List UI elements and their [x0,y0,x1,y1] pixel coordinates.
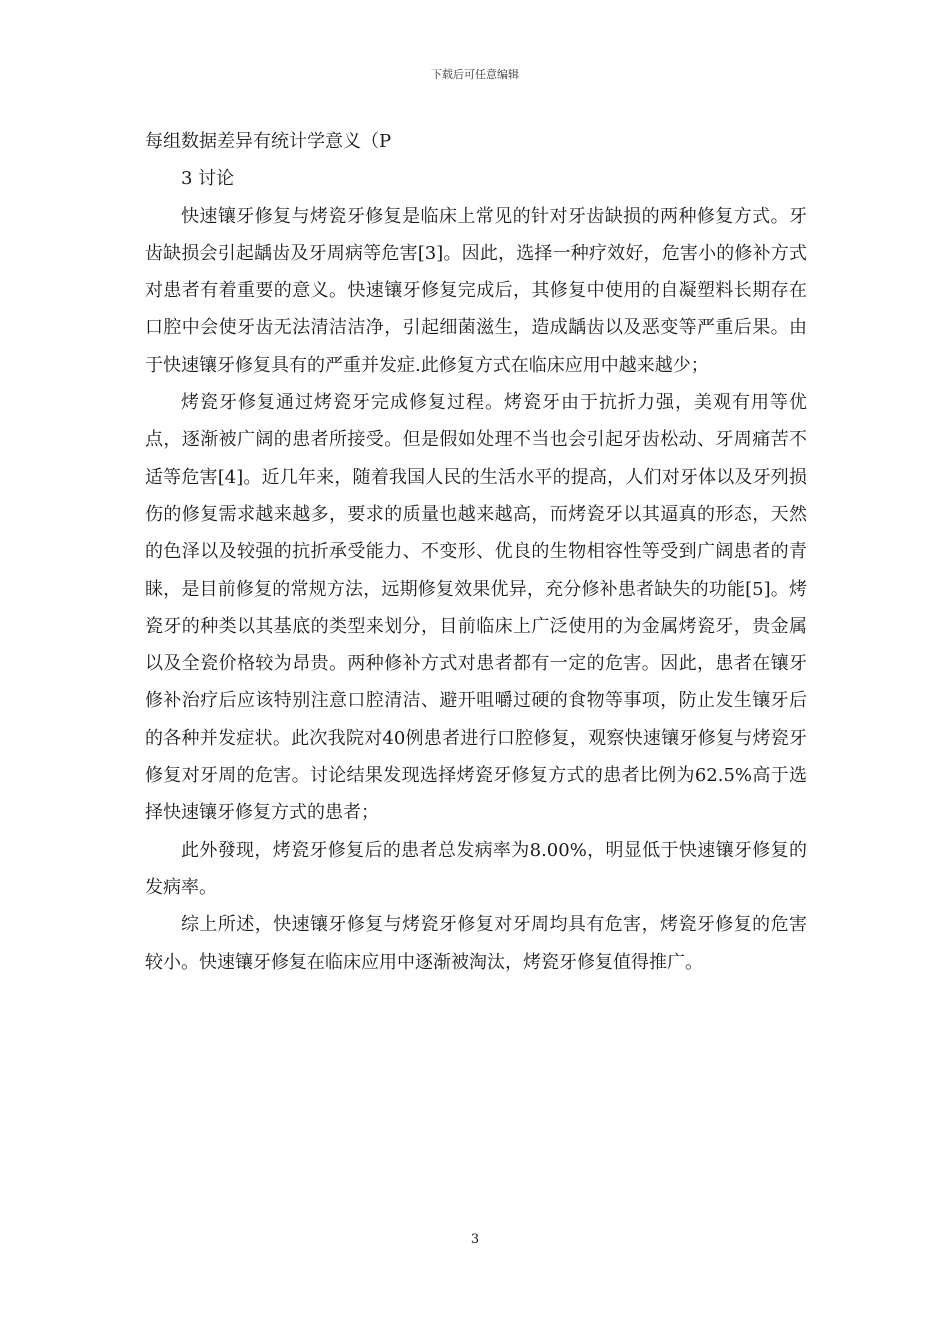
paragraph: 快速镶牙修复与烤瓷牙修复是临床上常见的针对牙齿缺损的两种修复方式。牙齿缺损会引起龋齿及牙周病等危害[3]。因此，选择一种疗效好，危害小的修补方式对患者有着重要的意义。快速镶牙修复完成后，其修复中使用的自凝塑料长期存在口腔中会使牙齿无法清洁洁净，引起细菌滋生，造成龋齿以及恶变等严重后果。由于快速镶牙修复具有的严重并发症.此修复方式在临床应用中越来越少； [145,205,807,376]
paragraph: 烤瓷牙修复通过烤瓷牙完成修复过程。烤瓷牙由于抗折力强，美观有用等优点，逐渐被广阔的患者所接受。但是假如处理不当也会引起牙齿松动、牙周痛苦不适等危害[4]。近几年来，随着我国人民的生活水平的提高，人们对牙体以及牙列损伤的修复需求越来越多，要求的质量也越来越高，而烤瓷牙以其逼真的形态，天然的色泽以及较强的抗折承受能力、不变形、优良的生物相容性等受到广阔患者的青睐，是目前修复的常规方法，远期修复效果优异，充分修补患者缺失的功能[5]。烤瓷牙的种类以其基底的类型来划分，目前临床上广泛使用的为金属烤瓷牙，贵金属以及全瓷价格较为昂贵。两种修补方式对患者都有一定的危害。因此，患者在镶牙修补治疗后应该特别注意口腔清洁、避开咀嚼过硬的食物等事项，防止发生镶牙后的各种并发症状。此次我院对40例患者进行口腔修复，观察快速镶牙修复与烤瓷牙修复对牙周的危害。讨论结果发现选择烤瓷牙修复方式的患者比例为62.5%高于选择快速镶牙修复方式的患者； [145,392,807,824]
paragraph: 综上所述，快速镶牙修复与烤瓷牙修复对牙周均具有危害，烤瓷牙修复的危害较小。快速镶牙修复在临床应用中逐渐被淘汰，烤瓷牙修复值得推广。 [145,914,807,973]
page-number: 3 [470,1232,480,1247]
document-body [145,123,807,981]
page-header: 下载后可任意编辑 [431,68,519,81]
section-heading: 3 讨论 [181,168,235,190]
result-line: 每组数据差异有统计学意义（P [145,131,392,152]
paragraph: 此外發现，烤瓷牙修复后的患者总发病率为8.00%，明显低于快速镶牙修复的发病率。 [145,839,807,898]
